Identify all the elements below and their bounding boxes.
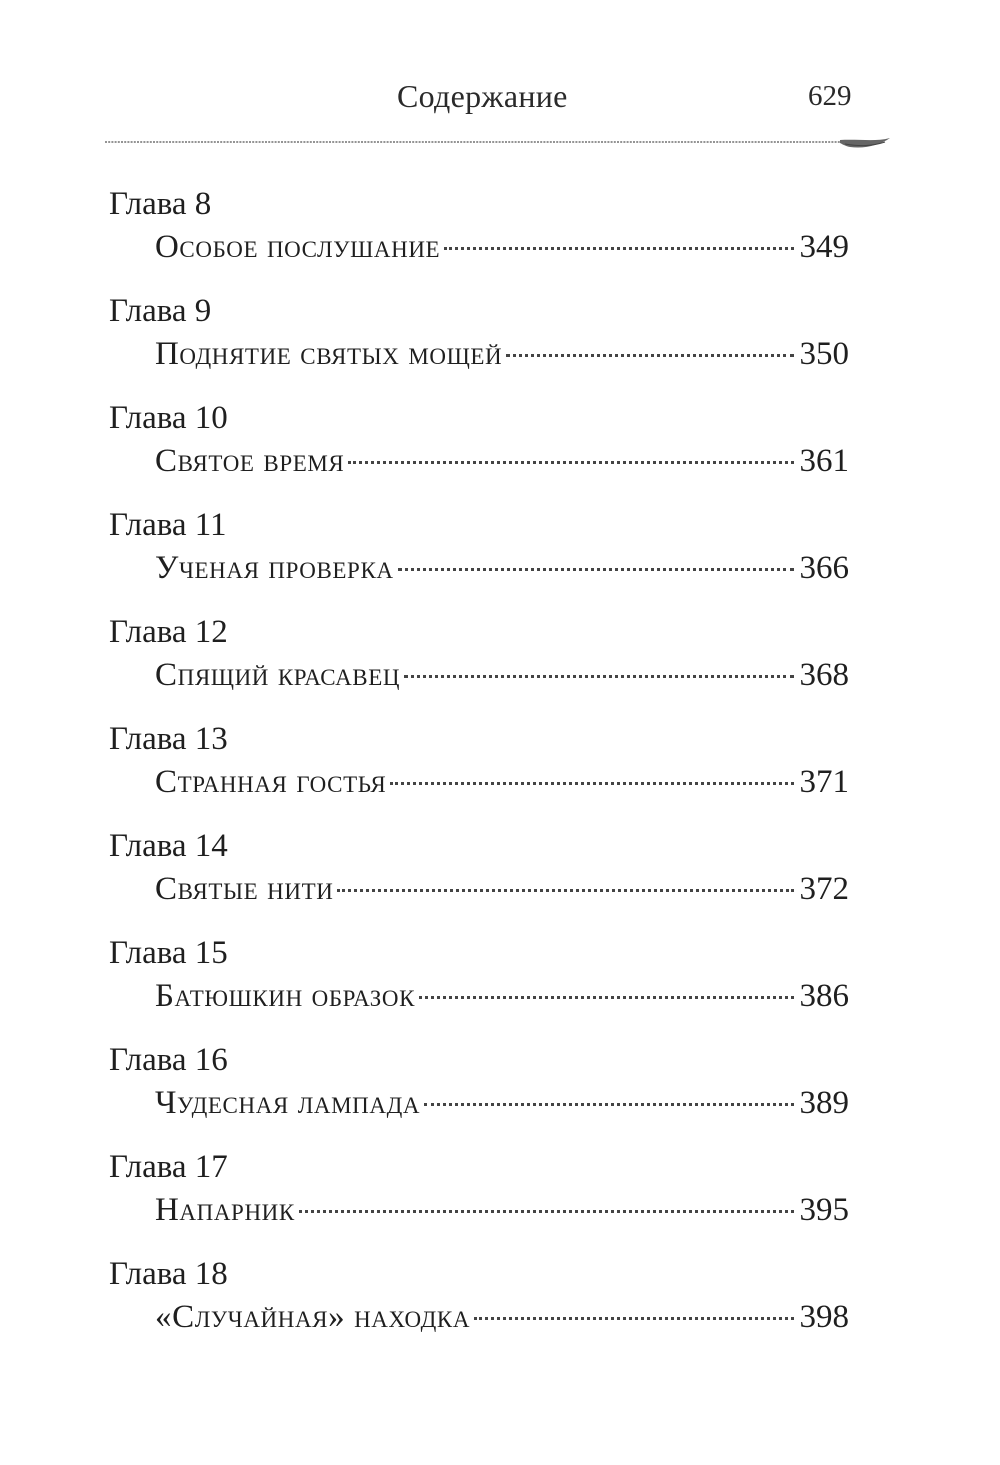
chapter-label: Глава 11 [109, 507, 227, 543]
entry-page-number: 372 [799, 871, 849, 907]
entry-page-number: 395 [799, 1192, 849, 1228]
entry-title: Ученая проверка [155, 550, 394, 586]
decorative-rule [105, 130, 890, 160]
toc-chapter [109, 1038, 854, 1145]
page-number: 629 [808, 80, 852, 112]
running-head [0, 78, 1000, 128]
running-title: Содержание [397, 78, 568, 114]
toc-entry [155, 1081, 849, 1125]
chapter-label: Глава 10 [109, 400, 228, 436]
entry-page-number: 398 [799, 1299, 849, 1335]
entry-page-number: 386 [799, 978, 849, 1014]
chapter-label: Глава 14 [109, 828, 228, 864]
dot-leader [390, 782, 793, 785]
entry-title: Поднятие святых мощей [155, 336, 503, 372]
entry-page-number: 368 [799, 657, 849, 693]
entry-page-number: 366 [799, 550, 849, 586]
toc-entry [155, 439, 849, 483]
chapter-label: Глава 9 [109, 293, 212, 329]
entry-page-number: 349 [799, 229, 849, 265]
dot-leader [348, 461, 793, 464]
entry-title: Святое время [155, 443, 345, 479]
chapter-label: Глава 13 [109, 721, 228, 757]
chapter-label: Глава 15 [109, 935, 228, 971]
entry-title: Напарник [155, 1192, 295, 1228]
toc-chapter [109, 931, 854, 1038]
entry-title: Особое послушание [155, 229, 441, 265]
entry-page-number: 371 [799, 764, 849, 800]
dot-leader [506, 354, 793, 357]
entry-page-number: 361 [799, 443, 849, 479]
entry-title: Спящий красавец [155, 657, 401, 693]
toc-chapter [109, 289, 854, 396]
toc-entry [155, 546, 849, 590]
toc-entry [155, 974, 849, 1018]
dot-leader [404, 675, 793, 678]
chapter-label: Глава 18 [109, 1256, 228, 1292]
toc-chapter [109, 1252, 854, 1359]
toc-entry [155, 653, 849, 697]
chapter-label: Глава 16 [109, 1042, 228, 1078]
entry-title: Чудесная лампада [155, 1085, 421, 1121]
chapter-label: Глава 12 [109, 614, 228, 650]
entry-title: Батюшкин образок [155, 978, 416, 1014]
toc-chapter [109, 1145, 854, 1252]
entry-title: Странная гостья [155, 764, 387, 800]
dot-leader [474, 1317, 793, 1320]
entry-page-number: 389 [799, 1085, 849, 1121]
dot-leader [444, 247, 793, 250]
entry-title: «Случайная» находка [155, 1299, 471, 1335]
toc-entry [155, 867, 849, 911]
dot-leader [419, 996, 793, 999]
chapter-label: Глава 17 [109, 1149, 228, 1185]
toc-chapter [109, 503, 854, 610]
toc-chapter [109, 610, 854, 717]
toc-chapter [109, 824, 854, 931]
toc-chapter [109, 182, 854, 289]
toc-entry [155, 1295, 849, 1339]
toc-entry [155, 760, 849, 804]
toc-chapter [109, 396, 854, 503]
dot-leader [398, 568, 794, 571]
chapter-label: Глава 8 [109, 186, 212, 222]
toc-entry [155, 332, 849, 376]
entry-title: Святые нити [155, 871, 334, 907]
toc-entry [155, 1188, 849, 1232]
dot-leader [337, 889, 793, 892]
entry-page-number: 350 [799, 336, 849, 372]
table-of-contents [109, 182, 854, 1359]
toc-chapter [109, 717, 854, 824]
dot-leader [299, 1210, 794, 1213]
dot-leader [424, 1103, 793, 1106]
toc-entry [155, 225, 849, 269]
